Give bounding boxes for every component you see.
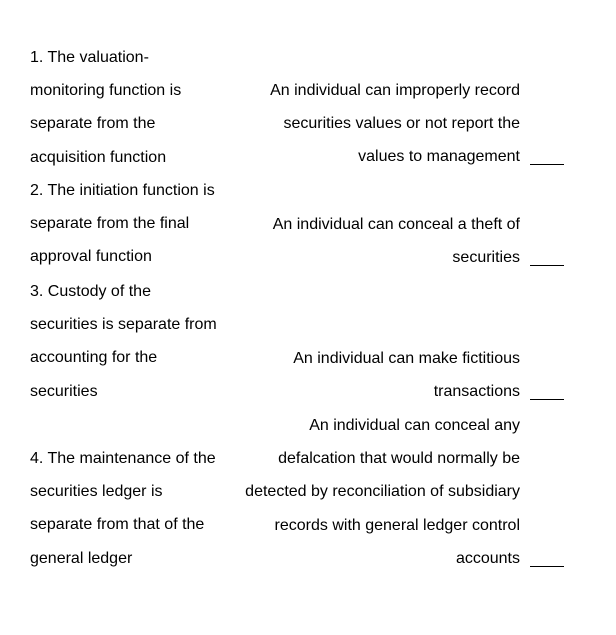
function-2-line-2: separate from the final: [30, 215, 190, 232]
function-1-line-3: separate from the: [30, 115, 156, 132]
function-2-line-1: 2. The initiation function is: [30, 182, 215, 199]
risk-1-line-3: values to management: [358, 148, 520, 165]
function-3-line-1: 3. Custody of the: [30, 283, 151, 300]
function-3-line-3: accounting for the: [30, 349, 158, 366]
function-4-line-1: 4. The maintenance of the: [30, 450, 216, 467]
answer-blank-4[interactable]: [530, 566, 564, 567]
answer-blank-1[interactable]: [530, 164, 564, 165]
risk-1-line-1: An individual can improperly record: [270, 82, 520, 99]
function-4-line-4: general ledger: [30, 550, 133, 567]
risk-1-line-2: securities values or not report the: [283, 115, 520, 132]
function-4-line-2: securities ledger is: [30, 483, 163, 500]
risk-3-line-1: An individual can make fictitious: [293, 350, 520, 367]
function-1-line-1: 1. The valuation-: [30, 49, 149, 66]
function-1-line-2: monitoring function is: [30, 82, 182, 99]
function-4-line-3: separate from that of the: [30, 516, 205, 533]
risk-4-line-1: An individual can conceal any: [309, 417, 520, 434]
answer-blank-3[interactable]: [530, 399, 564, 400]
function-3-line-2: securities is separate from: [30, 316, 217, 333]
risk-4-line-5: accounts: [455, 550, 520, 567]
risk-2-line-2: securities: [452, 249, 520, 266]
risk-4-line-4: records with general ledger control: [274, 517, 520, 534]
risk-4-line-2: defalcation that would normally be: [278, 450, 520, 467]
risk-2-line-1: An individual can conceal a theft of: [272, 216, 520, 233]
function-3-line-4: securities: [30, 383, 98, 400]
risk-4-line-3: detected by reconciliation of subsidiary: [245, 483, 520, 500]
function-2-line-3: approval function: [30, 248, 152, 265]
function-1-line-4: acquisition function: [30, 149, 167, 166]
answer-blank-2[interactable]: [530, 265, 564, 266]
risk-3-line-2: transactions: [433, 383, 520, 400]
